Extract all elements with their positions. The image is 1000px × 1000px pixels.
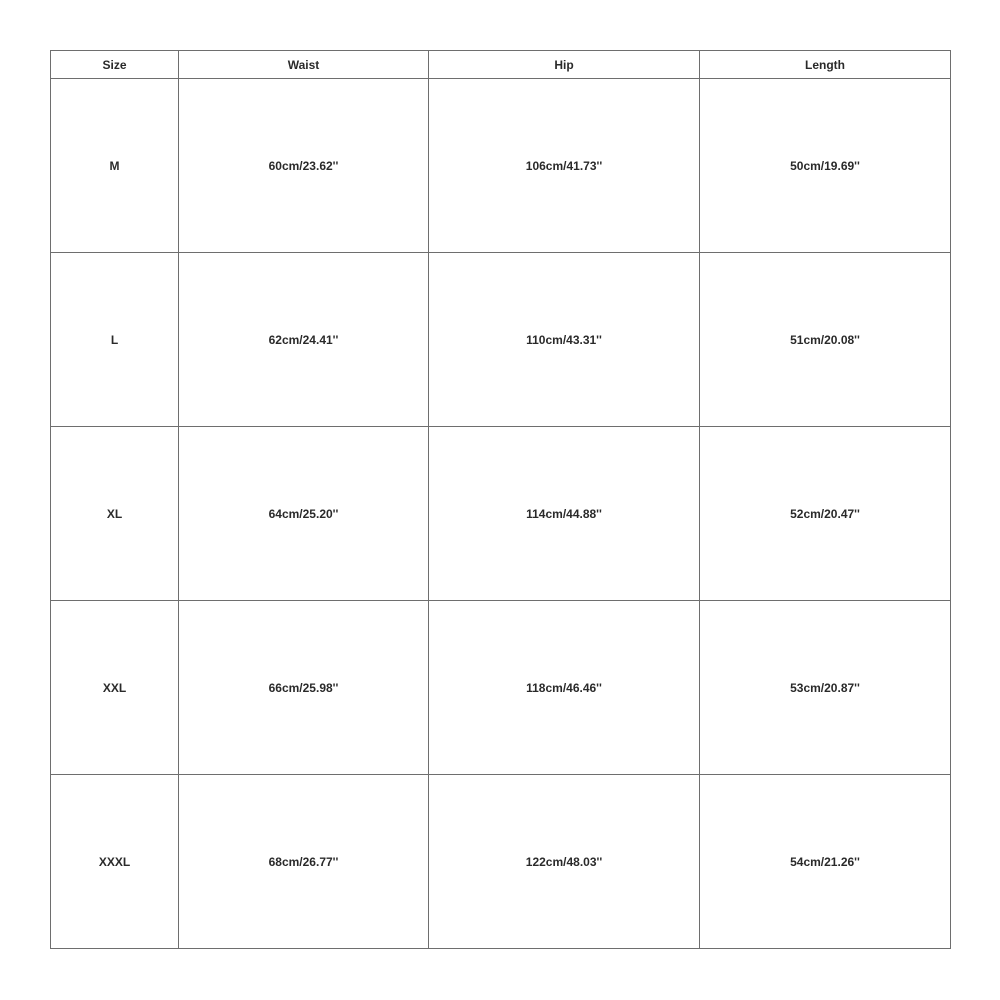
cell-waist: 60cm/23.62'' xyxy=(179,79,429,253)
header-length: Length xyxy=(700,51,951,79)
header-hip: Hip xyxy=(429,51,700,79)
cell-hip: 114cm/44.88'' xyxy=(429,427,700,601)
cell-size: XXXL xyxy=(51,775,179,949)
header-row xyxy=(51,51,951,79)
cell-length: 51cm/20.08'' xyxy=(700,253,951,427)
cell-hip: 110cm/43.31'' xyxy=(429,253,700,427)
table-row xyxy=(51,427,951,601)
header-size: Size xyxy=(51,51,179,79)
table-header xyxy=(51,51,951,79)
table-row xyxy=(51,79,951,253)
cell-size: XXL xyxy=(51,601,179,775)
header-waist: Waist xyxy=(179,51,429,79)
cell-hip: 118cm/46.46'' xyxy=(429,601,700,775)
table-row xyxy=(51,601,951,775)
cell-size: XL xyxy=(51,427,179,601)
table-row xyxy=(51,775,951,949)
table-body xyxy=(51,79,951,949)
cell-size: M xyxy=(51,79,179,253)
cell-hip: 122cm/48.03'' xyxy=(429,775,700,949)
cell-waist: 66cm/25.98'' xyxy=(179,601,429,775)
cell-waist: 68cm/26.77'' xyxy=(179,775,429,949)
table-row xyxy=(51,253,951,427)
cell-hip: 106cm/41.73'' xyxy=(429,79,700,253)
cell-waist: 64cm/25.20'' xyxy=(179,427,429,601)
cell-length: 53cm/20.87'' xyxy=(700,601,951,775)
cell-length: 50cm/19.69'' xyxy=(700,79,951,253)
cell-size: L xyxy=(51,253,179,427)
cell-waist: 62cm/24.41'' xyxy=(179,253,429,427)
size-chart-table xyxy=(50,50,951,949)
cell-length: 52cm/20.47'' xyxy=(700,427,951,601)
cell-length: 54cm/21.26'' xyxy=(700,775,951,949)
